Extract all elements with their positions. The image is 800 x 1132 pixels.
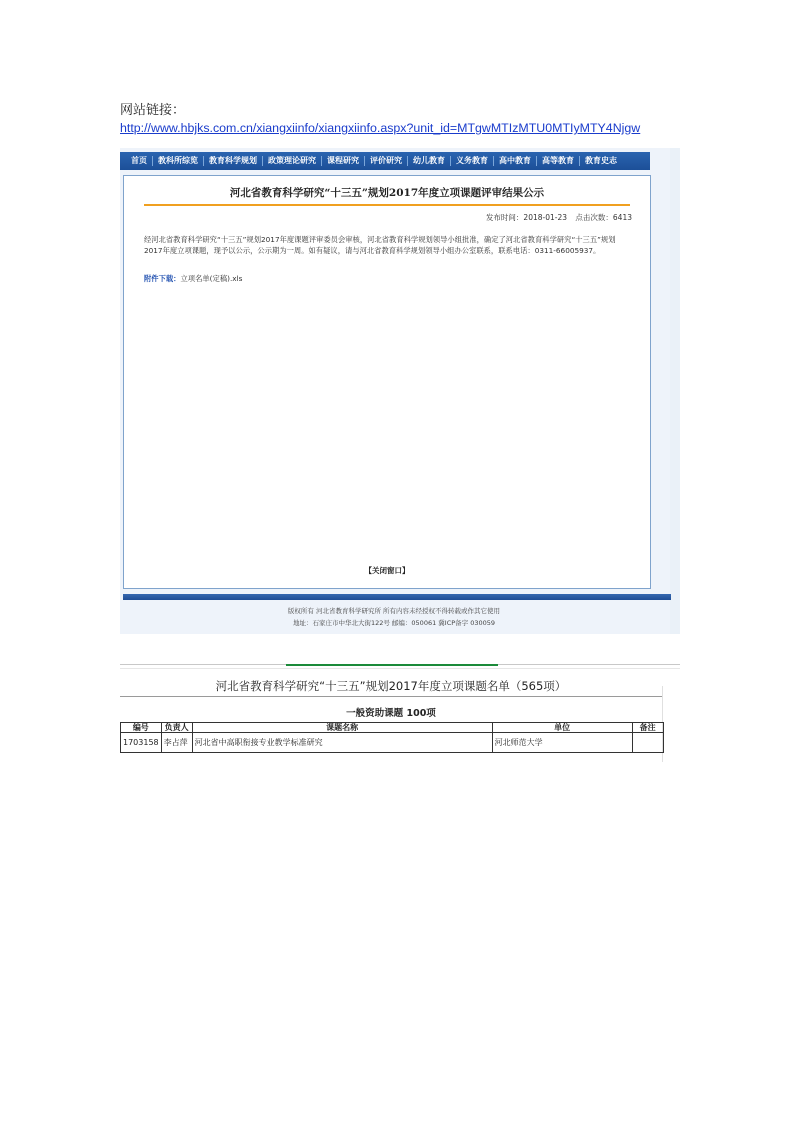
header-person: 负责人 [161,723,192,733]
spreadsheet-screenshot [120,664,680,764]
footer-bar [123,594,671,600]
project-table [120,722,664,753]
table-header-row [121,723,664,733]
nav-item-home[interactable]: 首页 [126,156,153,166]
article-title: 河北省教育科学研究“十三五”规划2017年度立项课题评审结果公示 [229,187,545,199]
header-topic: 课题名称 [192,723,492,733]
sheet-title-border [120,696,662,697]
nav-item-higher-ed[interactable]: 高等教育 [537,156,580,166]
webpage-screenshot [120,148,680,634]
article-body: 经河北省教育科学研究“十三五”规划2017年度课题评审委员会审核，河北省教育科学规划领导小组批准，确定了河北省教育科学研究“十三五”规划2017年度立项课题，现予以公示，公示期为一周。如有疑议，请与河北省教育科学规划领导小组办公室联系，联系电话：0311-66005937。 [144,235,616,255]
publish-time: 发布时间：2018-01-23 [485,213,568,222]
cell-topic: 河北省中高职衔接专业教学标准研究 [192,733,492,753]
header-note: 备注 [632,723,663,733]
cell-person: 李占萍 [161,733,192,753]
nav-item-history[interactable]: 教育史志 [585,156,617,165]
title-divider [144,204,630,206]
nav-item-planning[interactable]: 教育科学规划 [204,156,263,166]
nav-item-curriculum[interactable]: 课程研究 [322,156,365,166]
nav-item-policy[interactable]: 政策理论研究 [263,156,322,166]
source-url-link[interactable]: http://www.hbjks.com.cn/xiangxiinfo/xiangxiinfo.aspx?unit_id=MTgwMTIzMTU0MTIyMTY4Njgw [120,121,641,135]
click-count: 点击次数：6413 [575,213,632,222]
nav-item-overview[interactable]: 教科所综览 [153,156,204,166]
sheet-title: 河北省教育科学研究“十三五”规划2017年度立项课题名单（565项） [215,679,567,693]
cell-note [632,733,663,753]
cell-unit: 河北师范大学 [492,733,632,753]
link-caption: 网站链接： [120,103,186,118]
sheet-gridline [120,668,680,669]
attachment-row [144,274,242,284]
nav-bar [120,152,650,170]
sheet-subtitle: 一般资助课题 100项 [346,708,436,719]
cell-no: 1703158 [121,733,162,753]
nav-item-preschool[interactable]: 幼儿教育 [408,156,451,166]
nav-item-compulsory[interactable]: 义务教育 [451,156,494,166]
footer-copyright: 版权所有 河北省教育科学研究所 所有内容未经授权不得转载或作其它使用 [287,607,501,615]
attachment-label: 附件下载： [144,274,181,283]
nav-item-evaluation[interactable]: 评价研究 [365,156,408,166]
nav-item-highschool[interactable]: 高中教育 [494,156,537,166]
article-panel [123,175,651,589]
attachment-link[interactable]: 立项名单(定稿).xls [180,274,243,283]
close-window-link[interactable]: 【关闭窗口】 [364,566,410,575]
table-row [121,733,664,753]
header-unit: 单位 [492,723,632,733]
page-edge [670,148,680,634]
article-meta [480,212,632,223]
header-no: 编号 [121,723,162,733]
sheet-selection-bar [286,664,498,666]
footer-address: 地址：石家庄市中华北大街122号 邮编：050061 冀ICP备字 030059 [292,619,496,627]
